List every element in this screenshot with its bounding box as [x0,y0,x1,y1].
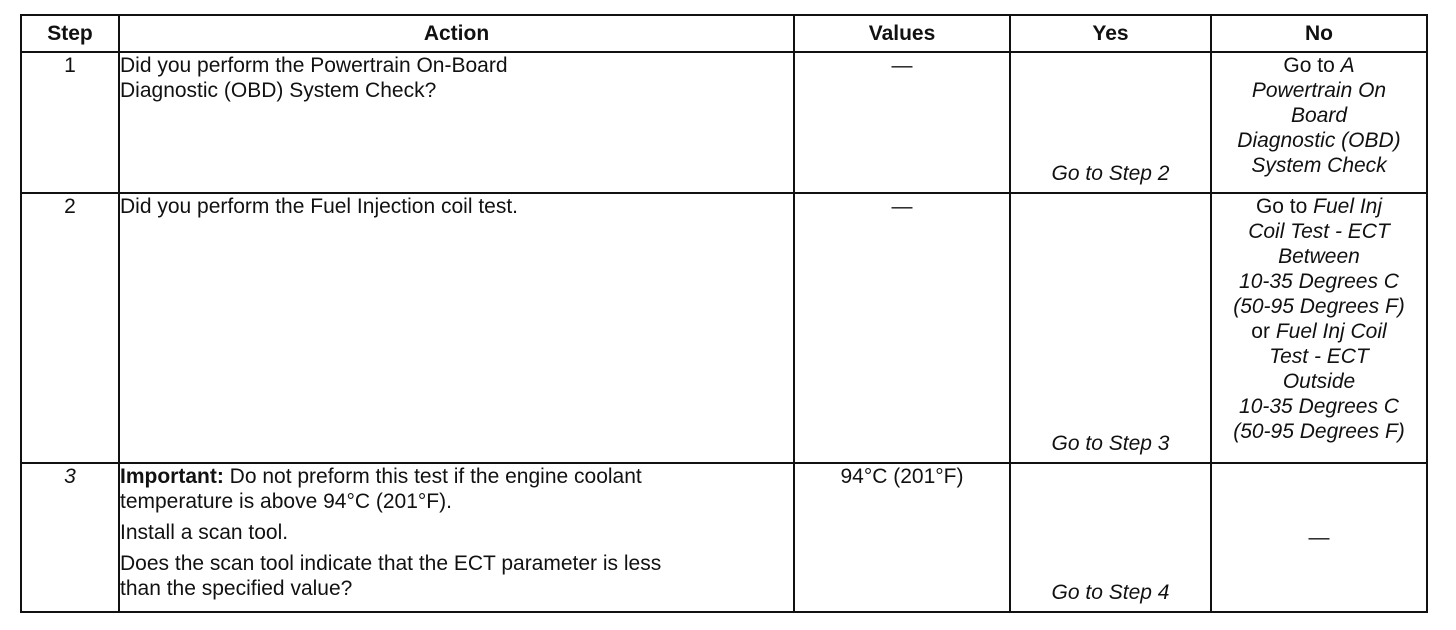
yes-goto-link[interactable]: Go to Step 3 [1051,432,1170,455]
no-prefix: Go to [1283,54,1341,77]
important-text: Do not preform this test if the engine coolant [223,465,642,488]
no-goto-link[interactable]: Fuel Inj Coil [1275,320,1387,343]
step-number: 1 [21,52,119,193]
no-cell [1211,52,1427,193]
no-prefix: Go to [1255,195,1314,218]
value-cell [794,52,1010,193]
action-line: than the specified value? [120,577,353,600]
table-row [21,463,1427,612]
action-line: Does the scan tool indicate that the ECT parameter is less [120,552,662,575]
yes-goto-link[interactable]: Go to Step 2 [1051,162,1170,185]
no-goto-link[interactable]: Fuel Inj [1313,195,1383,218]
action-line: Diagnostic (OBD) System Check? [120,79,437,102]
action-line: Did you perform the Fuel Injection coil test. [120,195,519,218]
no-goto-link[interactable]: A [1340,54,1355,77]
header-row [21,15,1427,52]
action-cell [119,193,794,463]
no-or: or [1251,320,1276,343]
value-text: — [891,54,913,77]
step-number: 2 [21,193,119,463]
table-row [21,193,1427,463]
yes-cell [1010,463,1211,612]
action-line: Install a scan tool. [120,521,289,544]
important-label: Important: [120,465,224,488]
no-goto-link[interactable]: 10-35 Degrees C [1239,270,1399,293]
header-yes: Yes [1010,15,1211,52]
value-cell [794,193,1010,463]
no-goto-link[interactable]: (50-95 Degrees F) [1233,420,1405,443]
diagnostic-table [20,14,1428,613]
value-text: — [891,195,913,218]
no-goto-link[interactable]: (50-95 Degrees F) [1233,295,1405,318]
no-cell [1211,463,1427,612]
yes-goto-link[interactable]: Go to Step 4 [1051,581,1170,604]
no-goto-link[interactable]: Board [1290,104,1348,127]
no-cell [1211,193,1427,463]
action-line: Did you perform the Powertrain On-Board [120,54,508,77]
no-goto-link[interactable]: Coil Test - ECT [1248,220,1390,243]
header-action: Action [119,15,794,52]
no-goto-link[interactable]: Outside [1282,370,1356,393]
value-text: 94°C (201°F) [840,465,964,488]
no-goto-link[interactable]: Test - ECT [1269,345,1369,368]
no-goto-link[interactable]: Between [1278,245,1360,268]
important-note [120,464,793,514]
header-step: Step [21,15,119,52]
step-number: 3 [21,463,119,612]
no-goto-link[interactable]: Powertrain On [1251,79,1387,102]
yes-cell [1010,193,1211,463]
table-row [21,52,1427,193]
action-cell [119,52,794,193]
no-goto-link[interactable]: System Check [1251,154,1387,177]
no-goto-link[interactable]: Diagnostic (OBD) [1237,129,1401,152]
header-values: Values [794,15,1010,52]
value-text: — [1308,526,1330,549]
important-text-2: temperature is above 94°C (201°F). [120,490,452,513]
no-goto-link[interactable]: 10-35 Degrees C [1239,395,1399,418]
yes-cell [1010,52,1211,193]
header-no: No [1211,15,1427,52]
value-cell [794,463,1010,612]
action-cell [119,463,794,612]
action-question [120,551,793,601]
